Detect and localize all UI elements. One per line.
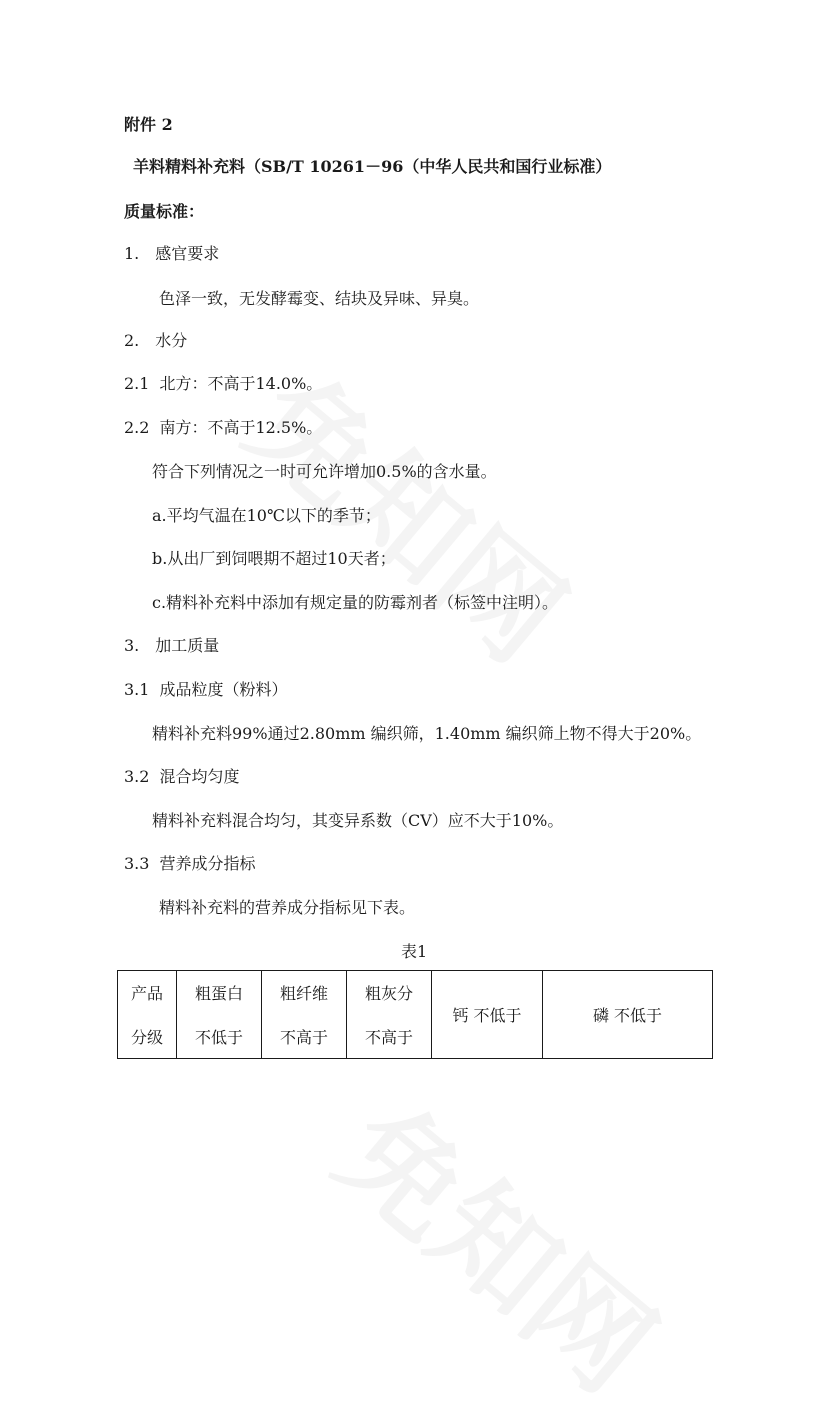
section-3-2 [124,766,239,788]
header-top: 粗纤维 [279,984,328,1004]
table-header-row [118,971,713,1059]
particle-size-text: 精料补充料99%通过2.80mm 编织筛，1.40mm 编织筛上物不得大于20%。 [152,724,702,743]
header-top: 产品 [130,984,163,1004]
header-top: 粗蛋白 [194,984,243,1004]
section-number: 1. [124,244,140,263]
nutrient-table [117,970,713,1059]
header-bottom: 分级 [130,1027,163,1047]
attachment-label: 附件 2 [124,115,173,134]
header-cell-crude-protein [177,971,262,1059]
section-number: 3.1 [124,680,150,699]
section-1-heading [124,243,219,265]
section-number: 3. [124,636,140,655]
moisture-condition-b: b.从出厂到饲喂期不超过10天者； [152,549,396,568]
section-2-heading [124,330,187,352]
section-3-heading [124,635,219,657]
section-text: 南方：不高于12.5%。 [159,418,323,437]
section-number: 3.2 [124,767,150,786]
section-number: 3.3 [124,854,150,873]
section-number: 2.2 [124,418,150,437]
moisture-condition-c: c.精料补充料中添加有规定量的防霉剂者（标签中注明）。 [152,593,559,612]
sensory-text: 色泽一致，无发酵霉变、结块及异味、异臭。 [159,289,480,308]
moisture-condition-a: a.平均气温在10℃以下的季节； [152,506,381,525]
section-title: 水分 [155,331,188,350]
section-number: 2. [124,331,140,350]
section-3-1 [124,679,287,701]
section-2-1 [124,373,322,395]
quality-standard-heading: 质量标准： [124,202,205,221]
section-title: 成品粒度（粉料） [159,680,288,699]
header-bottom: 不高于 [364,1027,413,1047]
section-3-3 [124,853,255,875]
section-title: 混合均匀度 [159,767,240,786]
header-cell-grade [118,971,177,1059]
header-bottom: 不低于 [194,1027,243,1047]
mixing-uniformity-text: 精料补充料混合均匀，其变异系数（CV）应不大于10%。 [152,811,564,830]
section-2-2 [124,417,322,439]
nutrient-intro-text: 精料补充料的营养成分指标见下表。 [159,898,416,917]
section-text: 北方：不高于14.0%。 [159,374,323,393]
section-title: 感官要求 [155,244,220,263]
section-number: 2.1 [124,374,150,393]
section-title: 加工质量 [155,636,220,655]
table-caption: 表1 [401,942,428,961]
header-top: 粗灰分 [364,984,413,1004]
document-title: 羊料精料补充料（SB/T 10261－96（中华人民共和国行业标准） [133,157,612,176]
moisture-note: 符合下列情况之一时可允许增加0.5%的含水量。 [152,462,497,481]
header-cell-crude-fiber [262,971,347,1059]
header-bottom: 不高于 [279,1027,328,1047]
header-cell-calcium: 钙 不低于 [432,971,543,1059]
watermark [309,1060,695,1423]
header-cell-crude-ash [347,971,432,1059]
section-title: 营养成分指标 [159,854,256,873]
header-cell-phosphorus: 磷 不低于 [543,971,713,1059]
